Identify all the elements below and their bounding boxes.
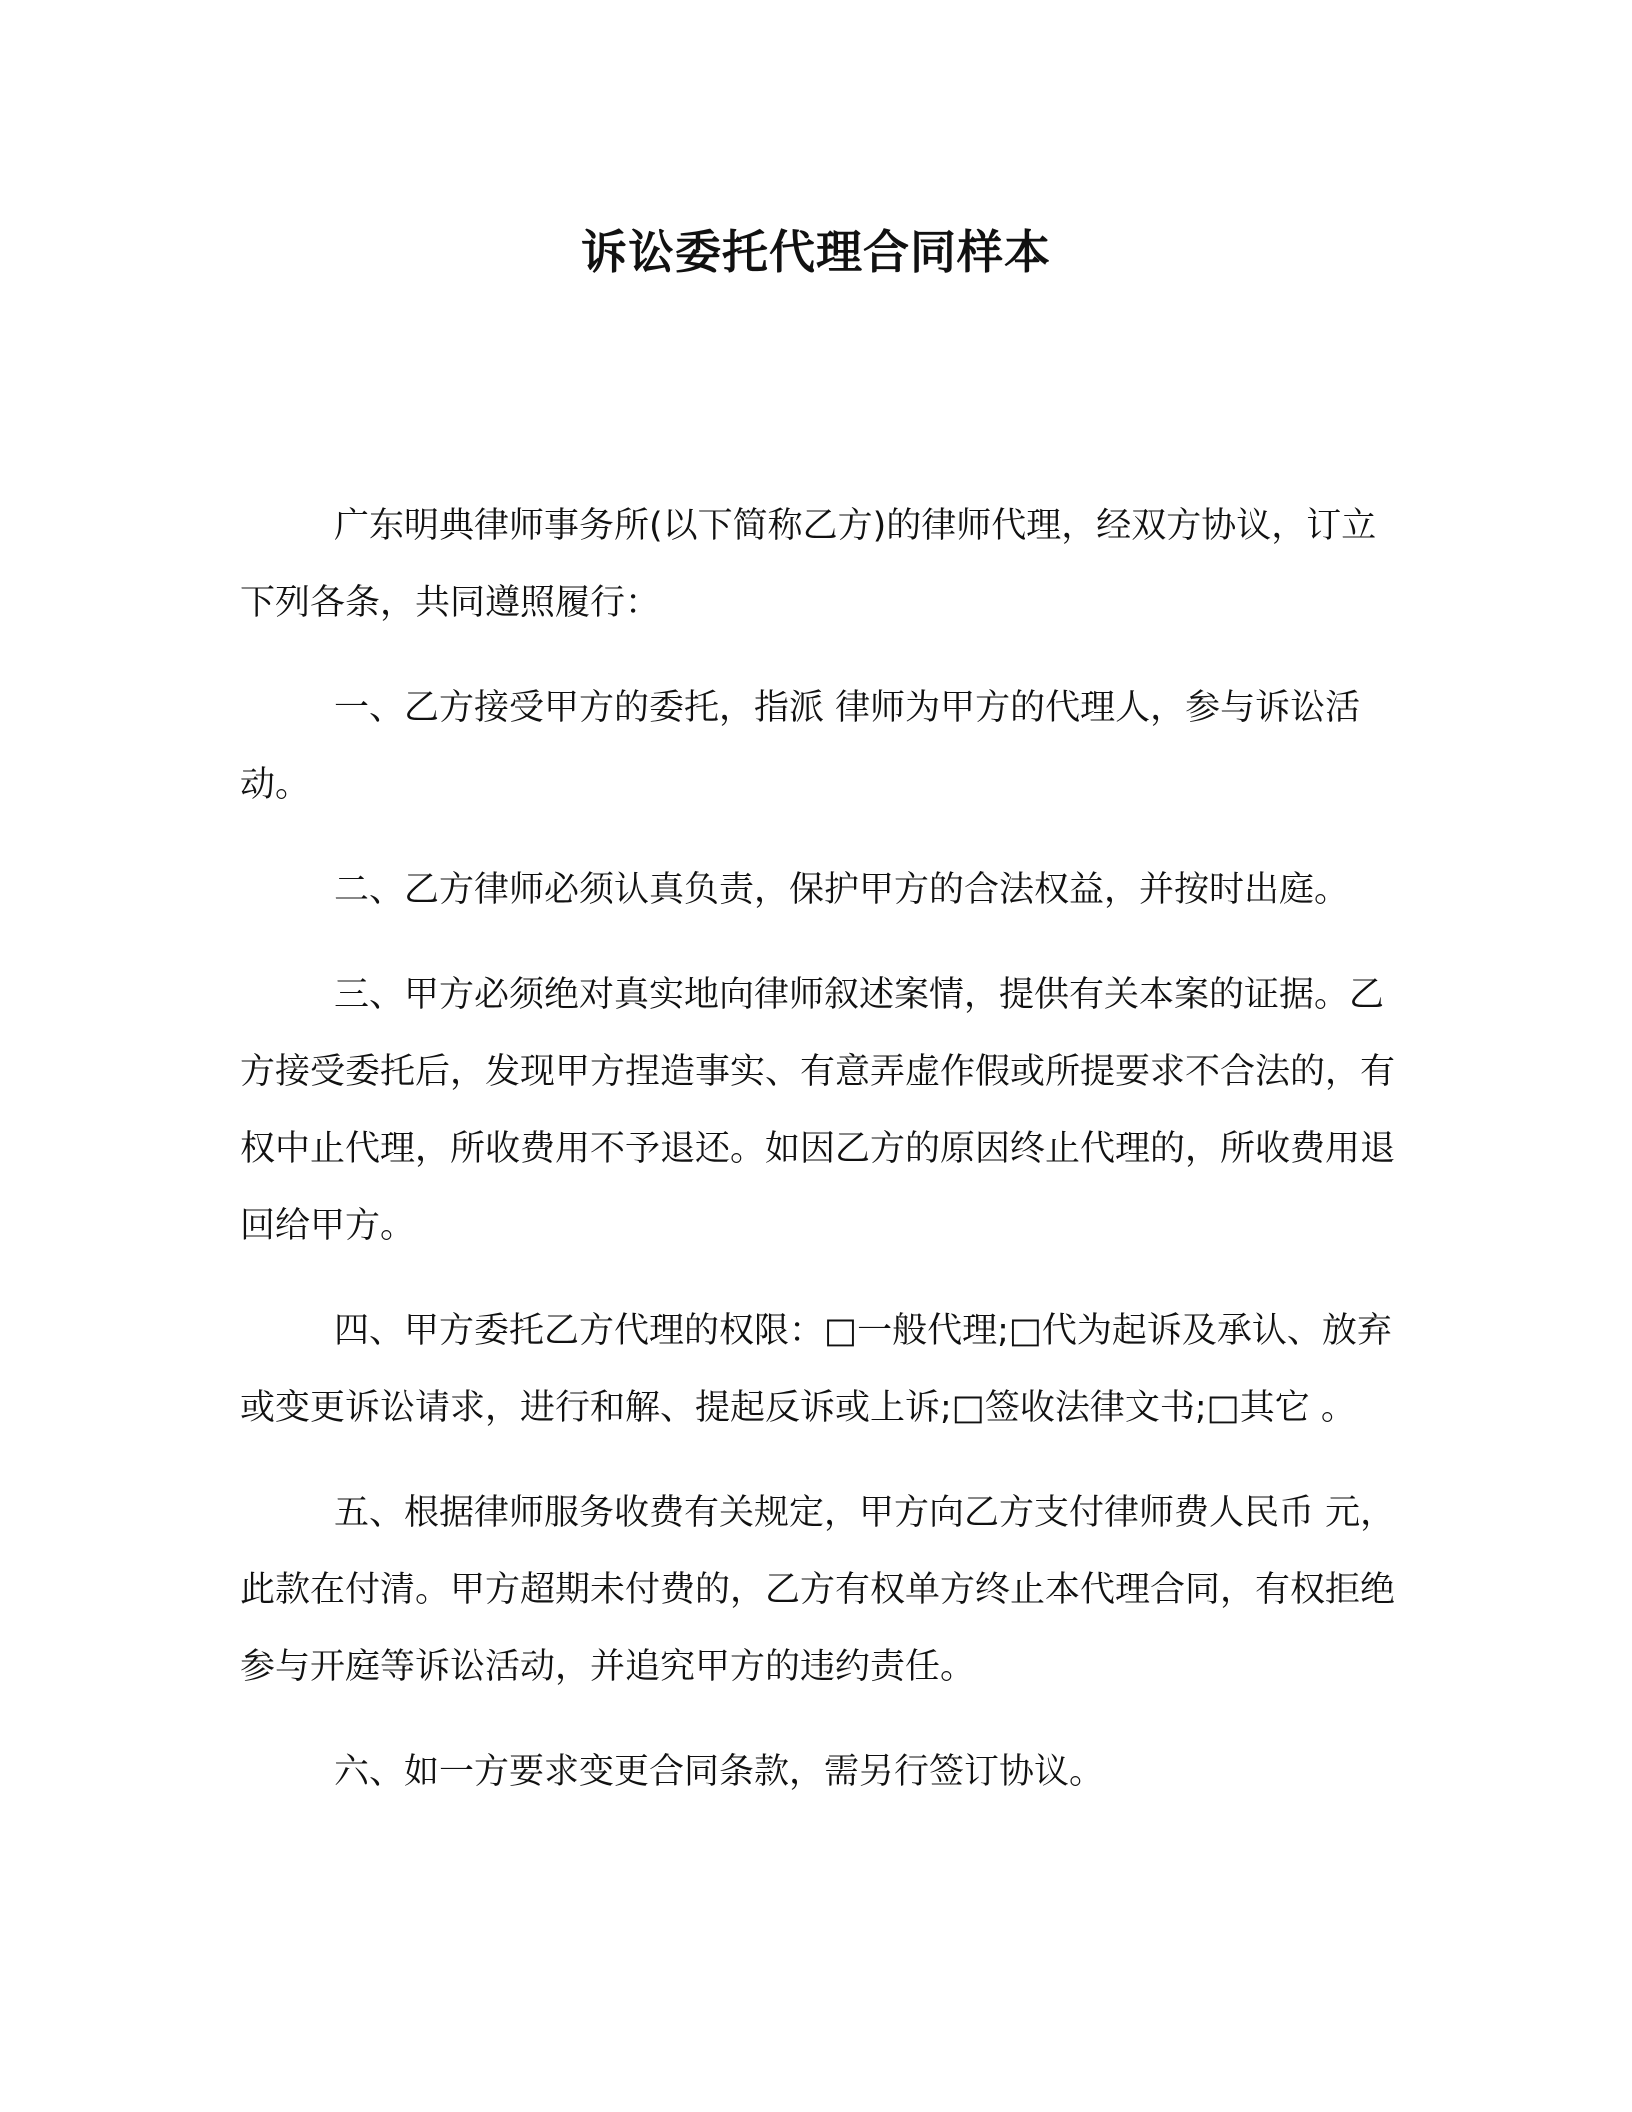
clause-6: 六、如一方要求变更合同条款，需另行签订协议。 xyxy=(334,1752,1105,1792)
clause-3: 三、甲方必须绝对真实地向律师叙述案情，提供有关本案的证据。乙方接受委托后，发现甲方捏造事实、有意弄虚作假或所提要求不合法的，有权中止代理，所收费用不予退还。如因乙方的原因终止代理的，所收费用退回给甲方。 xyxy=(240,975,1396,1246)
clause-4: 四、甲方委托乙方代理的权限：□一般代理;□代为起诉及承认、放弃或变更诉讼请求，进行和解、提起反诉或上诉;□签收法律文书;□其它 。 xyxy=(240,1311,1392,1428)
clause-2: 二、乙方律师必须认真负责，保护甲方的合法权益，并按时出庭。 xyxy=(334,870,1350,910)
document-body xyxy=(240,488,1400,1839)
intro-paragraph: 广东明典律师事务所(以下简称乙方)的律师代理，经双方协议，订立下列各条，共同遵照履行： xyxy=(240,506,1377,623)
clause-1: 一、乙方接受甲方的委托，指派 律师为甲方的代理人，参与诉讼活动。 xyxy=(240,688,1361,805)
clause-5: 五、根据律师服务收费有关规定，甲方向乙方支付律师费人民币 元，此款在付清。甲方超期未付费的，乙方有权单方终止本代理合同，有权拒绝参与开庭等诉讼活动，并追究甲方的违约责任。 xyxy=(240,1493,1396,1687)
document-title: 诉讼委托代理合同样本 xyxy=(581,225,1051,279)
